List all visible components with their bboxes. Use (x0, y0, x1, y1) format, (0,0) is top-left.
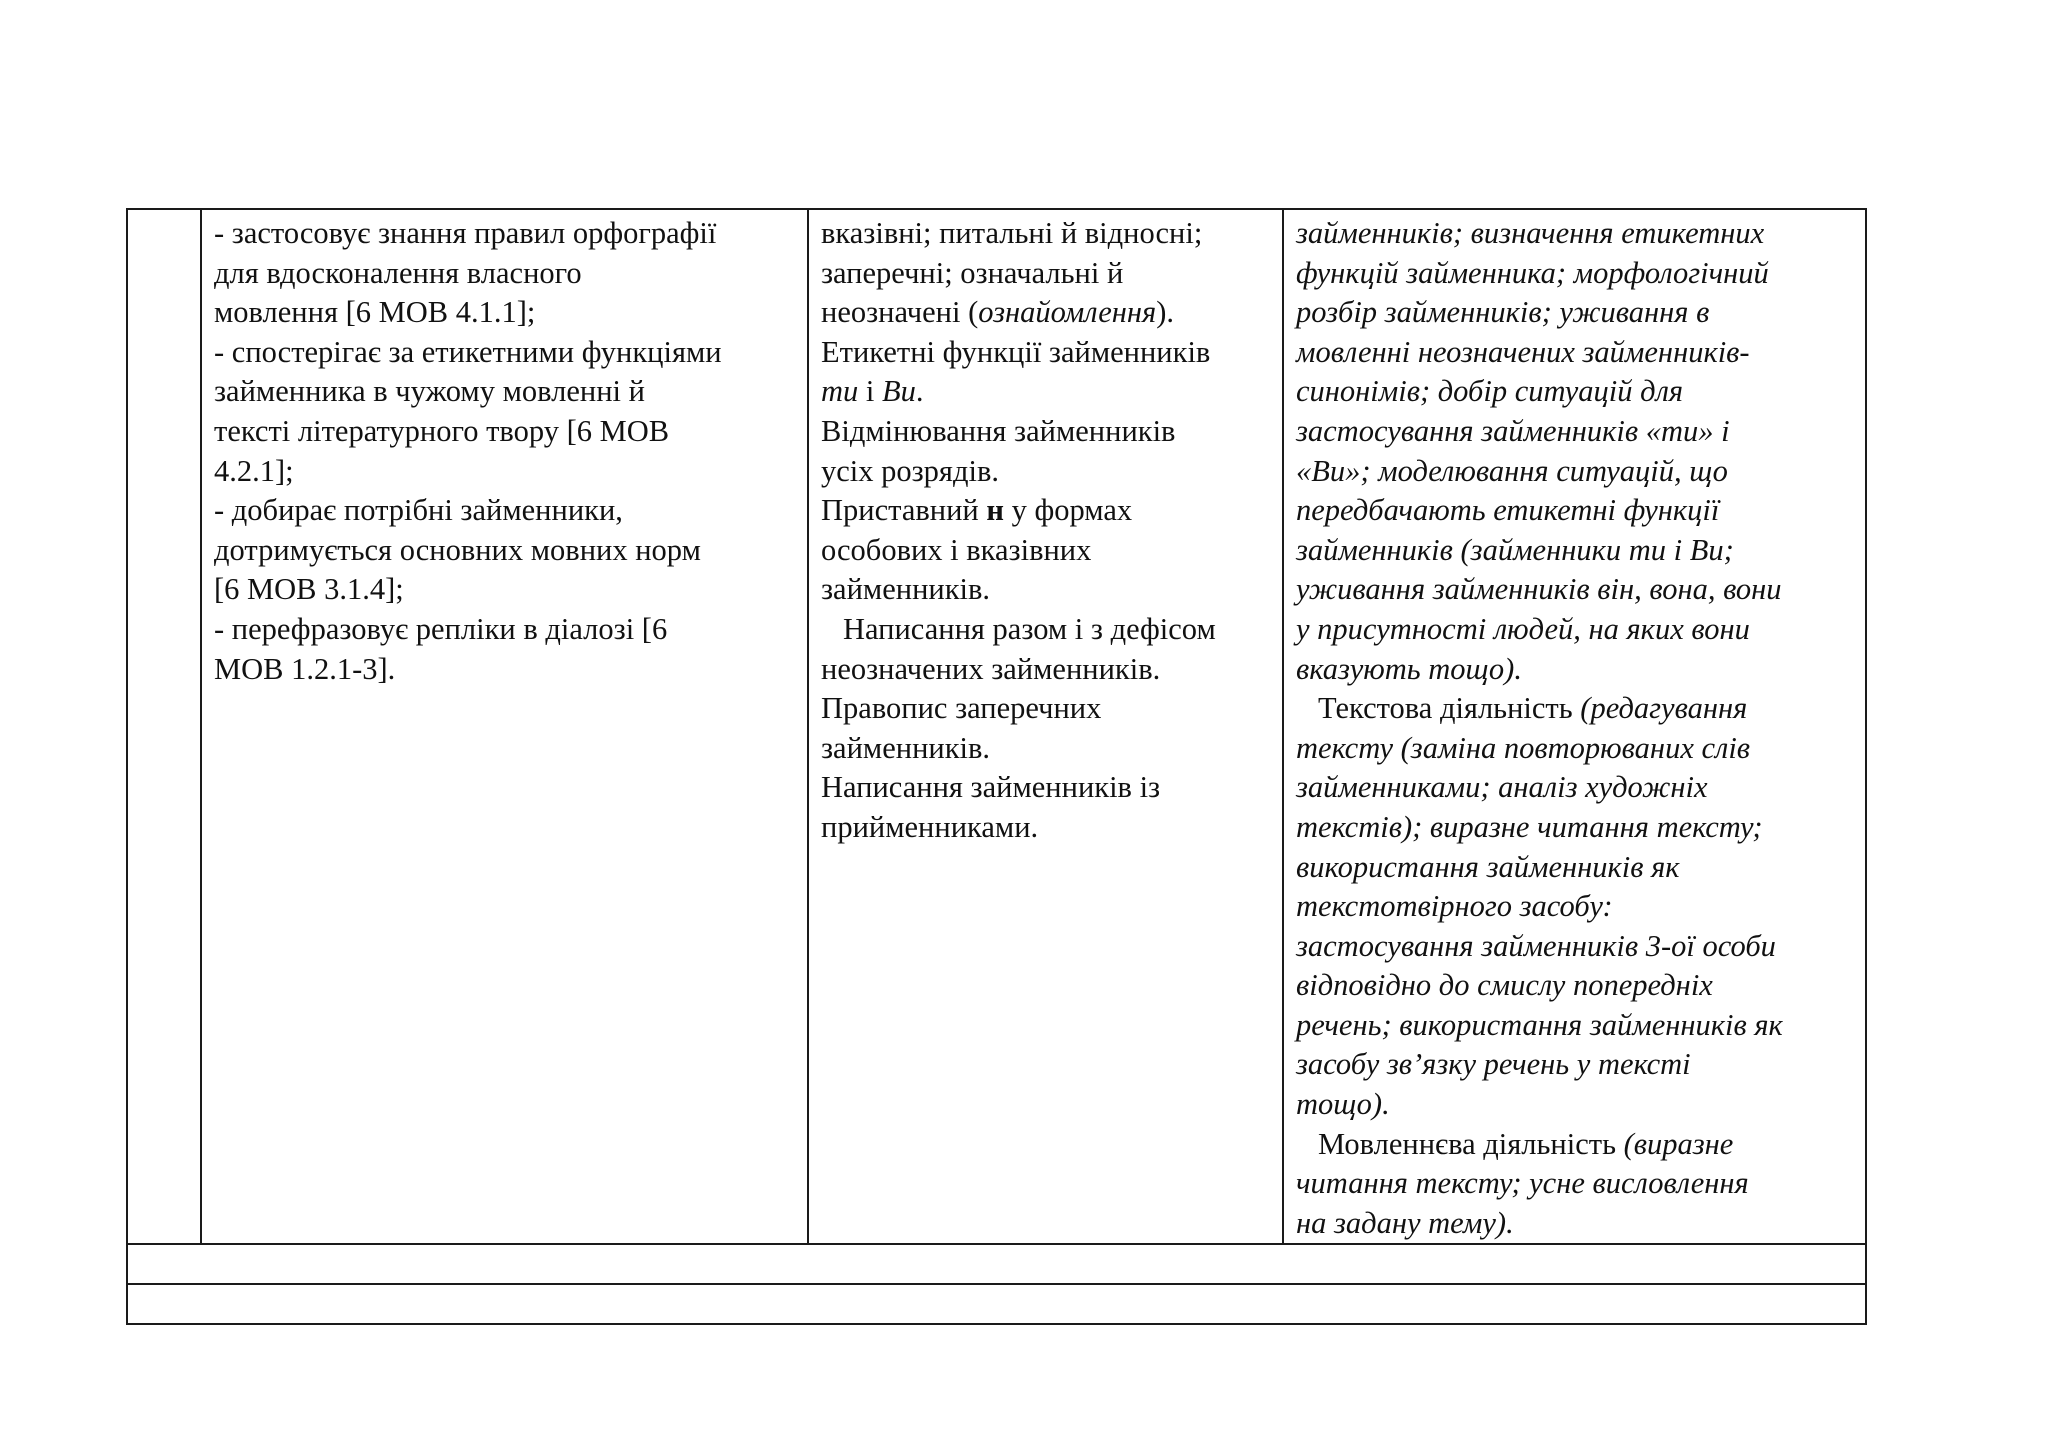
content-italic-part: ти (821, 374, 859, 409)
activity-line: передбачають етикетні функції (1296, 493, 1720, 528)
learning-outcomes-cell (201, 209, 808, 1244)
activity-line: синонімів; добір ситуацій для (1296, 374, 1684, 409)
activity-line: розбір займенників; уживання в (1296, 295, 1710, 330)
content-line: Написання разом і з дефісом (843, 611, 1216, 646)
activity-line: вказують тощо). (1296, 651, 1522, 686)
activity-italic-part: (виразне (1623, 1126, 1734, 1161)
activity-heading: Текстова діяльність (1318, 691, 1581, 726)
activity-line (1296, 689, 1857, 729)
outcome-line: [6 МОВ 3.1.4]; (214, 572, 404, 607)
activity-heading: Мовленнєва діяльність (1318, 1126, 1624, 1161)
content-line: особових і вказівних (821, 532, 1092, 567)
activity-line (1296, 1125, 1857, 1165)
activity-line: текстотвірного засобу: (1296, 889, 1613, 924)
content-italic-part: Ви (882, 374, 916, 409)
empty-table-row (127, 1244, 1866, 1284)
outcome-line: займенника в чужому мовленні й (214, 374, 645, 409)
outcome-line: - перефразовує репліки в діалозі [6 (214, 611, 668, 646)
activity-line: застосування займенників «ти» і (1296, 413, 1730, 448)
activity-line: використання займенників як (1296, 849, 1680, 884)
content-text-part: ). (1156, 295, 1175, 330)
outcome-line: дотримується основних мовних норм (214, 532, 701, 567)
activity-line: тексту (заміна повторюваних слів (1296, 730, 1751, 765)
content-text-part: Приставний (821, 493, 987, 528)
content-line: займенників. (821, 572, 991, 607)
content-line: займенників. (821, 730, 991, 765)
curriculum-table (126, 208, 1867, 1325)
content-text (809, 210, 1282, 848)
content-text-part: неозначені ( (821, 295, 979, 330)
outcome-line: - добирає потрібні займенники, (214, 493, 623, 528)
table-row (127, 209, 1866, 1244)
outcome-line: 4.2.1]; (214, 453, 294, 488)
content-line: Правопис заперечних (821, 691, 1102, 726)
content-line (821, 293, 1274, 333)
content-line: Відмінювання займенників (821, 413, 1176, 448)
outcome-line: - спостерігає за етикетними функціями (214, 334, 722, 369)
content-text-part: і (858, 374, 883, 409)
activity-line: займенників; визначення етикетних (1296, 216, 1765, 250)
activity-line: займенників (займенники ти і Ви; (1296, 532, 1734, 567)
activity-line: відповідно до смислу попередніх (1296, 968, 1713, 1003)
activities-text (1284, 210, 1865, 1243)
activity-line: застосування займенників 3-ої особи (1296, 928, 1776, 963)
content-text-part: у формах (1003, 493, 1133, 528)
content-line: усіх розрядів. (821, 453, 999, 488)
empty-table-row (127, 1284, 1866, 1324)
outcome-line: МОВ 1.2.1-3]. (214, 651, 396, 686)
outcome-line: для вдосконалення власного (214, 255, 582, 290)
row-number-cell (127, 209, 201, 1244)
activity-line: у присутності людей, на яких вони (1296, 611, 1750, 646)
activity-line: «Ви»; моделювання ситуацій, що (1296, 453, 1728, 488)
activity-line: речень; використання займенників як (1296, 1007, 1783, 1042)
activity-line: на задану тему). (1296, 1205, 1514, 1240)
content-line (821, 372, 1274, 412)
content-line: прийменниками. (821, 809, 1039, 844)
activity-line: займенниками; аналіз художніх (1296, 770, 1708, 805)
activity-line: мовленні неозначених займенників- (1296, 334, 1750, 369)
activity-line: тощо). (1296, 1087, 1390, 1122)
content-text-part: . (915, 374, 924, 409)
activity-line: текстів); виразне читання тексту; (1296, 809, 1763, 844)
outcome-line: мовлення [6 МОВ 4.1.1]; (214, 295, 536, 330)
empty-cell (127, 1244, 1866, 1284)
content-line: Написання займенників із (821, 770, 1161, 805)
activity-line: засобу зв’язку речень у тексті (1296, 1047, 1691, 1082)
empty-cell (127, 1284, 1866, 1324)
content-cell (808, 209, 1283, 1244)
content-line (821, 491, 1274, 531)
learning-outcomes-text (202, 210, 807, 689)
activity-line: функцій займенника; морфологічний (1296, 255, 1769, 290)
activity-line: читання тексту; усне висловлення (1296, 1166, 1749, 1201)
outcome-line: тексті літературного твору [6 МОВ (214, 413, 670, 448)
activity-line: уживання займенників він, вона, вони (1296, 572, 1782, 607)
content-line: заперечні; означальні й (821, 255, 1124, 290)
content-line: вказівні; питальні й відносні; (821, 216, 1203, 250)
content-line: Етикетні функції займенників (821, 334, 1211, 369)
activity-italic-part: (редагування (1580, 691, 1748, 726)
activities-cell (1283, 209, 1866, 1244)
content-bold-part: н (986, 493, 1004, 528)
content-line: неозначених займенників. (821, 651, 1161, 686)
outcome-line: - застосовує знання правил орфографії (214, 216, 717, 250)
content-italic-part: ознайомлення (978, 295, 1157, 330)
